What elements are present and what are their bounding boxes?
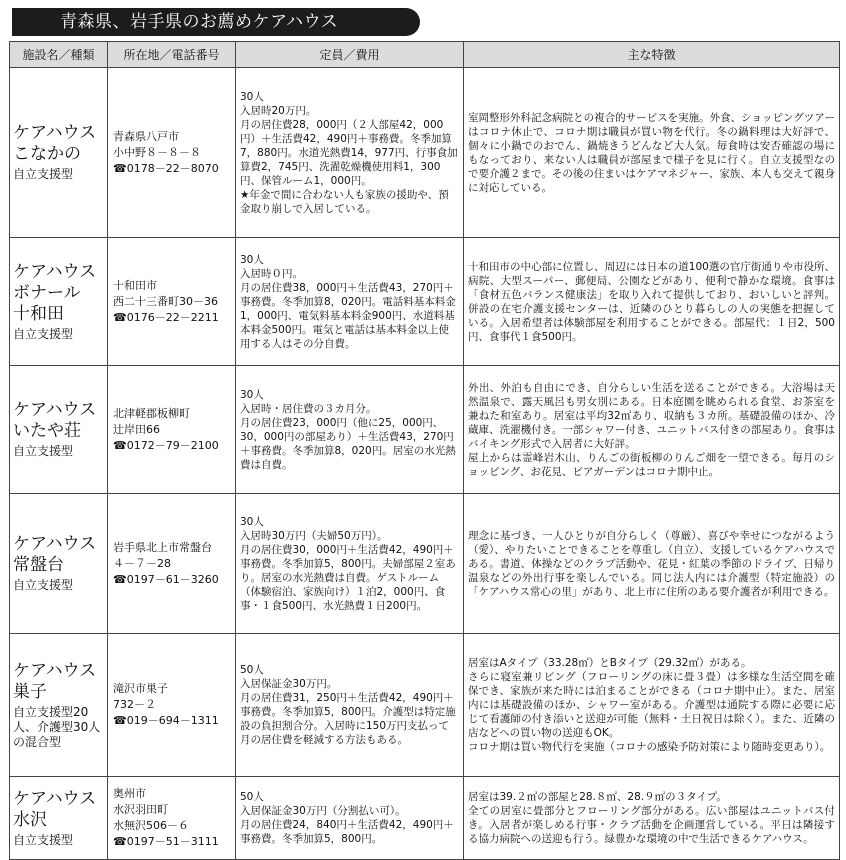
features-text: 外出、外泊も自由にでき、自分らしい生活を送ることができる。大浴場は天然温泉で、露天風呂も男女別にある。日本庭園を眺められる食堂、お茶室を兼ねた和室あり。居室は平均32㎡あり、収納も３カ所。基礎設備のほか、冷蔵庫、洗濯機付き。一部シャワー付き、ユニットバス付きの部屋あり。食事はバイキング形式で入居者に大好評。 屋上からは霊峰岩木山、りんごの街板柳のりんご畑を一望できる。毎月のショッピング、お花見、ビアガーデンはコロナ期中止。: [468, 381, 835, 478]
header-capacity-cost: 定員／費用: [236, 42, 464, 68]
capacity-cost-text: 30人 入居時20万円。 月の居住費28，000円（２人部屋42，000円）＋生活費42，490円＋事務費。冬季加算7，880円。水道光熱費14，977円、行事食加算費2，745円、洗濯乾燥機使用料1，300円、保管ルーム1，000円。 ★年金で間に合わない人も家族の援助や、預金取り崩しで入居している。: [240, 90, 458, 215]
facility-type: 自立支援型: [13, 326, 74, 341]
table-row: [10, 494, 840, 634]
table-row: [10, 634, 840, 777]
capacity-cell: [236, 777, 464, 860]
features-cell: [464, 68, 840, 238]
facility-type: 自立支援型: [13, 832, 74, 847]
facility-phone: ☎019－694－1311: [113, 714, 219, 727]
facility-cell: [10, 68, 108, 238]
capacity-cost-text: 30人 入居時・居住費の３カ月分。 月の居住費23，000円（他に25，000円、30，000円の部屋あり）＋生活費43，270円＋事務費。冬季加算8，020円。居室の水光熱費は自費。: [240, 388, 456, 471]
features-text: 居室は39.２㎡の部屋と28.８㎡、28.９㎡の３タイプ。 全ての居室に畳部分とフローリング部分がある。広い部屋はユニットバス付き。入居者が楽しめる行事・クラブ活動を企画運営している。平日は隣接する協力病院への送迎も行う。緑豊かな環境の中で生活できるケアハウス。: [468, 791, 835, 845]
facility-name: ケアハウス こなかの: [13, 123, 97, 164]
header-features: 主な特徴: [464, 42, 840, 68]
page-title: 青森県、岩手県のお薦めケアハウス: [12, 8, 420, 36]
features-text: 居室はAタイプ（33.28㎡）とBタイプ（29.32㎡）がある。 さらに寝室兼リビング（フローリングの床に畳３畳）は多様な生活空間を確保でき、家族が来た時には泊まることができる（コロナ期中止）。また、居室内には基礎設備のほか、シャワー室がある。介護型は通院する際に必要に応じて看護師の付き添いと送迎が可能（無料・土日祝日は除く）。また、近隣の店などへの買い物の送迎もOK。 コロナ期は買い物代行を実施（コロナの感染予防対策により随時変更あり）。: [468, 657, 835, 753]
table-row: [10, 238, 840, 366]
facility-type: 自立支援型: [13, 444, 74, 458]
facility-address: 青森県八戸市 小中野８－８－８: [113, 129, 201, 159]
capacity-cell: [236, 634, 464, 777]
table-row: [10, 366, 840, 494]
facility-address: 北津軽郡板柳町 辻岸田66: [113, 406, 190, 436]
features-cell: [464, 238, 840, 366]
facility-phone: ☎0197－51－3111: [113, 835, 219, 848]
facility-phone: ☎0197－61－3260: [113, 572, 219, 586]
facility-name: ケアハウス 巣子: [13, 660, 97, 702]
facility-address: 滝沢市巣子 732－２: [113, 682, 168, 711]
capacity-cell: [236, 494, 464, 634]
header-facility-name: 施設名／種類: [10, 42, 108, 68]
facility-cell: [10, 777, 108, 860]
address-cell: [108, 366, 236, 494]
address-cell: [108, 494, 236, 634]
address-cell: [108, 68, 236, 238]
facility-table: [9, 41, 840, 860]
facility-address: 奥州市 水沢羽田町 水無沢506－６: [113, 787, 189, 832]
capacity-cost-text: 50人 入居保証金30万円。 月の居住費31，250円＋生活費42，490円＋事務費。冬季加算5，800円。介護型は特定施設の負担割合分。入居時に150万円支払って月の居住費を軽減する方法もある。: [240, 664, 456, 746]
capacity-cell: [236, 68, 464, 238]
facility-cell: [10, 634, 108, 777]
facility-name: ケアハウス いたや荘: [13, 400, 97, 441]
features-text: 十和田市の中心部に位置し、周辺には日本の道100選の官庁街通りや市役所、病院、大型スーパー、郵便局、公園などがあり、便利で静かな環境。食事は「食材五色バランス健康法」を取り入れて提供しており、おいしいと評判。併設の在宅介護支援センターは、近隣のひとり暮らしの人の実態を把握している。入居希望者は体験部屋を利用することができる。部屋代：１日2，500円、食事代１食500円。: [468, 260, 835, 343]
facility-name: ケアハウス 水沢: [13, 788, 97, 830]
address-cell: [108, 634, 236, 777]
capacity-cost-text: 50人 入居保証金30万円（分割払い可）。 月の居住費24，840円＋生活費42，490円＋事務費。冬季加算5，800円。: [240, 791, 454, 845]
features-text: 理念に基づき、一人ひとりが自分らしく（尊厳）、喜びや幸せにつながるよう（愛）、やりたいことできることを尊重し（自立）、支援しているケアハウスである。書道、体操などのクラブ活動や、花見・紅葉の季節のドライブ、日帰り温泉などの外出行事を楽しんでいる。同じ法人内には介護型（特定施設）の「ケアハウス常心の里」があり、北上市に住所のある要介護者が利用できる。: [468, 529, 835, 598]
address-cell: [108, 238, 236, 366]
table-row: [10, 68, 840, 238]
features-text: 室岡整形外科記念病院との複合的サービスを実施。外食、ショッピングツアーはコロナ休止で、コロナ期は職員が買い物を代行。冬の鍋料理は大好評で、個々に小鍋でのおでん、鍋焼きうどんなど大人気。毎食時は安否確認の場にもなっており、来ない人は職員が部屋まで様子を見に行く。自立支援型なので要介護２まで。その後の住まいはケアマネジャー、家族、本人も交えて親身に対応している。: [468, 111, 835, 194]
features-cell: [464, 634, 840, 777]
facility-phone: ☎0172－79－2100: [113, 438, 219, 452]
facility-cell: [10, 494, 108, 634]
facility-name: ケアハウス 常盤台: [13, 534, 97, 575]
capacity-cell: [236, 366, 464, 494]
table-header-row: [10, 42, 840, 68]
facility-phone: ☎0176－22－2211: [113, 310, 219, 324]
facility-address: 岩手県北上市常盤台 ４－７－28: [113, 540, 212, 570]
capacity-cost-text: 30人 入居時30万円（夫婦50万円）。 月の居住費30，000円＋生活費42，490円＋事務費。冬季加算5，800円。夫婦部屋２室あり。居室の水光熱費は自費。ゲストルーム（体験宿泊、家族向け）１泊2，000円、食事・１食500円、水光熱費１日200円。: [240, 515, 456, 612]
capacity-cost-text: 30人 入居時０円。 月の居住費38，000円＋生活費43，270円＋事務費。冬季加算8，020円。電話料基本料金1，000円、電気料基本料金900円、水道料基本料金500円。電気と電話は基本料金以上使用する人はその分自費。: [240, 253, 456, 350]
facility-phone: ☎0178－22－8070: [113, 161, 219, 175]
features-cell: [464, 494, 840, 634]
facility-name: ケアハウス ボナール 十和田: [13, 261, 97, 324]
facility-cell: [10, 366, 108, 494]
facility-type: 自立支援型20人、介護型30人の混合型: [13, 704, 101, 749]
facility-address: 十和田市 西二十三番町30－36: [113, 278, 218, 308]
header-address-phone: 所在地／電話番号: [108, 42, 236, 68]
facility-cell: [10, 238, 108, 366]
facility-type: 自立支援型: [13, 167, 74, 181]
features-cell: [464, 777, 840, 860]
capacity-cell: [236, 238, 464, 366]
facility-type: 自立支援型: [13, 578, 74, 592]
address-cell: [108, 777, 236, 860]
features-cell: [464, 366, 840, 494]
table-row: [10, 777, 840, 860]
